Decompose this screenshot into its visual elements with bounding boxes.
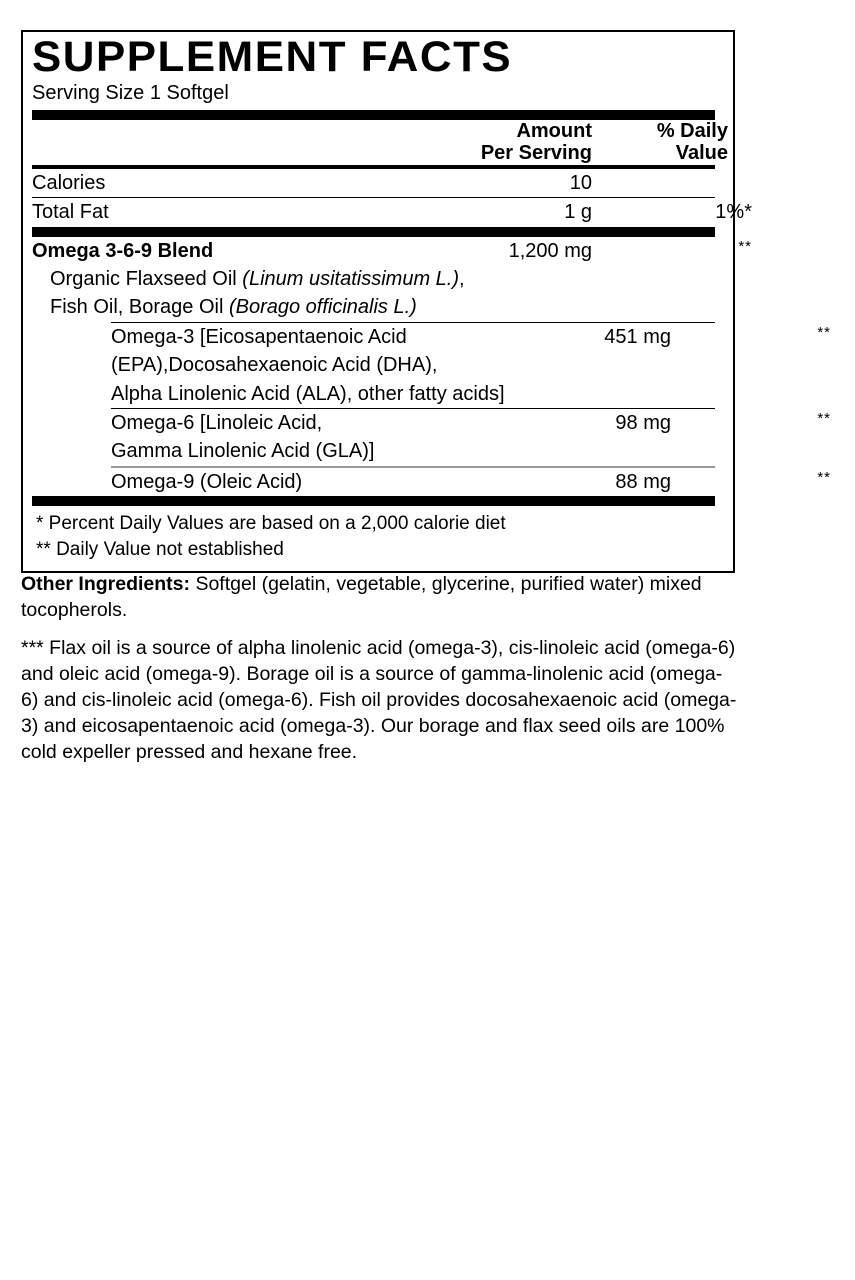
footnote-percent-daily-value: * Percent Daily Values are based on a 2,000 calorie diet — [36, 513, 506, 535]
row-amount-total-fat: 1 g — [564, 201, 592, 224]
dv-header-line1: % Daily — [656, 120, 728, 142]
dv-header-line2: Value — [675, 142, 728, 165]
omega-6-table — [32, 409, 855, 466]
row-dv-calories — [616, 169, 776, 197]
blend-source-line-1 — [32, 265, 776, 293]
table-row-blend-source-1 — [32, 265, 776, 293]
disclaimer-paragraph: *** Flax oil is a source of alpha linolenic acid (omega-3), cis-linoleic acid (omega-6) and oleic acid (omega-9). Borage oil is a source of gamma-linolenic acid (omega-6) and cis-linoleic acid (omega-6). Fish oil provides docosahexaenoic acid (omega-3) and eicosapentaenoic acid (omega-3). Our borage and flax seed oils are 100% cold expeller pressed and hexane free. — [21, 636, 737, 763]
blend-source-2-italic: (Borago officinalis L.) — [228, 296, 417, 319]
row-dv-omega-blend: ** — [738, 237, 752, 255]
nutrition-table-basic — [32, 169, 776, 197]
row-label-omega-3-line2: (EPA),Docosahexaenoic Acid (DHA), — [111, 354, 438, 377]
row-dv-omega-3: ** — [817, 323, 831, 341]
row-dv-omega-6: ** — [817, 409, 831, 427]
row-label-total-fat: Total Fat — [32, 201, 109, 224]
row-label-calories: Calories — [32, 171, 106, 194]
amount-header-line1: Amount — [516, 120, 592, 142]
table-row-omega-blend — [32, 237, 776, 265]
row-label-omega-3-line1: Omega-3 [Eicosapentaenoic Acid — [111, 325, 407, 348]
table-row-omega-6 — [32, 409, 855, 437]
blend-table — [32, 237, 776, 322]
row-label-omega-3-line3: Alpha Linolenic Acid (ALA), other fatty acids] — [111, 382, 505, 405]
divider-thick-top — [32, 110, 715, 120]
panel-title: SUPPLEMENT FACTS — [32, 33, 513, 81]
other-ingredients-paragraph — [21, 572, 737, 624]
row-amount-omega-3: 451 mg — [604, 325, 671, 348]
blend-source-1-italic: (Linum usitatissimum L.) — [242, 267, 460, 290]
table-row-omega-9 — [32, 468, 855, 496]
omega-3-table — [32, 323, 855, 408]
row-amount-omega-9: 88 mg — [615, 470, 671, 493]
other-ingredients-text: Softgel (gelatin, vegetable, glycerine, purified water) mixed tocopherols. — [21, 573, 702, 621]
row-amount-omega-6: 98 mg — [615, 411, 671, 434]
supplement-facts-panel — [21, 30, 831, 573]
daily-value-header — [592, 120, 728, 165]
below-panel-text — [21, 572, 737, 765]
table-row-omega-6-cont1 — [32, 437, 855, 465]
row-amount-omega-blend: 1,200 mg — [508, 239, 592, 262]
table-row-omega-3-cont2 — [32, 380, 855, 408]
row-label-omega-6-line1: Omega-6 [Linoleic Acid, — [111, 411, 323, 434]
row-label-omega-9: Omega-9 (Oleic Acid) — [111, 470, 303, 493]
row-label-omega-blend: Omega 3-6-9 Blend — [32, 239, 214, 262]
table-row-omega-3 — [32, 323, 855, 351]
row-dv-total-fat: 1%* — [715, 201, 752, 224]
table-row-omega-3-cont1 — [32, 351, 855, 379]
blend-source-1-plain: Organic Flaxseed Oil — [50, 267, 243, 290]
footnote-dv-not-established: ** Daily Value not established — [36, 539, 284, 561]
serving-size-text: Serving Size 1 Softgel — [32, 82, 229, 104]
table-row-blend-source-2 — [32, 293, 776, 321]
row-amount-calories: 10 — [569, 171, 592, 194]
blend-source-1-tail: , — [459, 267, 465, 290]
divider-thick-mid — [32, 227, 715, 237]
amount-per-serving-header — [404, 120, 592, 165]
table-row-total-fat — [32, 198, 776, 226]
nutrition-table-header — [32, 120, 728, 165]
blend-source-line-2 — [32, 293, 776, 321]
nutrition-table-fat — [32, 198, 776, 226]
panel-footnotes — [32, 506, 724, 570]
amount-header-line2: Per Serving — [480, 142, 592, 165]
blend-source-2-plain: Fish Oil, Borage Oil — [50, 296, 229, 319]
row-dv-omega-9: ** — [817, 468, 831, 486]
other-ingredients-label: Other Ingredients: — [21, 573, 191, 595]
table-row-calories — [32, 169, 776, 197]
omega-9-table — [32, 468, 855, 496]
divider-thick-bottom — [32, 496, 715, 506]
row-label-omega-6-line2: Gamma Linolenic Acid (GLA)] — [111, 440, 375, 463]
